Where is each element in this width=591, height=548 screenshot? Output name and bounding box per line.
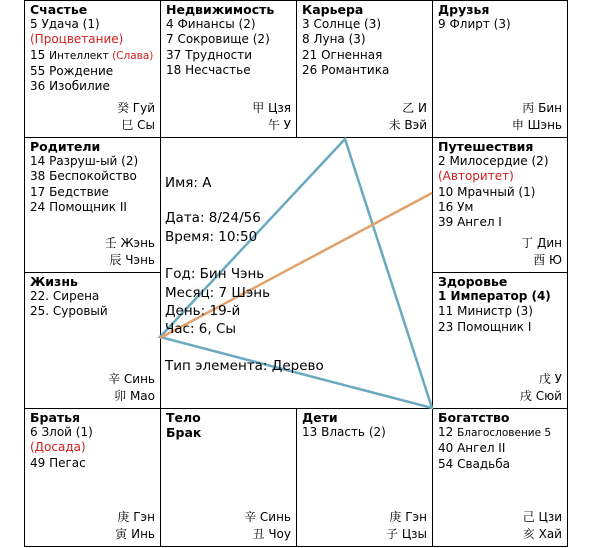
palace-title: Тело: [166, 410, 201, 425]
star-text: 39 Ангел I: [438, 215, 502, 230]
palace-stems: [108, 371, 155, 405]
palace-kariera: [297, 1, 432, 137]
palace-stars: [30, 154, 138, 215]
palace-puteshestviya: [433, 138, 567, 272]
palace-title: Недвижимость: [166, 2, 275, 17]
stem-label: 庚 Гэн: [389, 510, 427, 524]
star-text: 15: [30, 47, 50, 62]
star-text: 18 Несчастье: [166, 62, 251, 77]
stem-label: 辛 Синь: [244, 510, 291, 524]
palace-stems: [115, 509, 155, 543]
stem-label: 乙 И: [402, 101, 427, 115]
star-text: 5 Удача (1): [30, 17, 100, 31]
palace-telo: [161, 409, 296, 546]
star-line: [30, 64, 153, 79]
star-line: [30, 456, 93, 471]
star-text: 26 Романтика: [302, 62, 390, 77]
stem-label: 申 Шэнь: [511, 118, 562, 132]
stem-label: 亥 Хай: [522, 527, 562, 541]
palace-zhizn: [25, 273, 160, 408]
stem-label: 戌 Сюй: [519, 389, 562, 403]
star-text: 12: [438, 425, 458, 439]
palace-stems: [512, 100, 562, 134]
star-line: [438, 169, 549, 184]
palace-bogatstvo: [433, 409, 567, 546]
star-line: [438, 185, 549, 200]
star-text: 9 Флирт (3): [438, 17, 511, 31]
star-text: Интеллект: [49, 49, 109, 62]
star-line: [30, 169, 138, 184]
star-text: 4 Финансы (2): [166, 17, 256, 31]
palace-stars: [438, 289, 551, 335]
stem-label: 丁 Дин: [521, 236, 562, 250]
stem-label: 酉 Ю: [533, 253, 562, 267]
star-text: 23 Помощник I: [438, 319, 532, 334]
palace-bratya: [25, 409, 160, 546]
palace-stems: [521, 235, 562, 269]
star-line: [30, 185, 138, 200]
star-line: [438, 17, 511, 32]
palace-stems: [386, 509, 427, 543]
star-line: [438, 425, 551, 441]
palace-title: Карьера: [302, 2, 364, 17]
palace-stars: [30, 17, 153, 94]
star-text: 6 Злой (1): [30, 425, 93, 439]
star-text: 24 Помощник II: [30, 199, 127, 214]
palace-stems: [389, 100, 427, 134]
stem-label: 巳 Сы: [121, 118, 155, 132]
palace-title: Братья: [30, 410, 81, 425]
star-line: [438, 200, 549, 215]
center-element: Тип элемента: Дерево: [165, 358, 324, 374]
star-line: [30, 425, 93, 440]
star-text: 25. Суровый: [30, 304, 108, 319]
star-text: 36 Изобилие: [30, 79, 110, 94]
star-text: 10 Мрачный (1): [438, 184, 536, 199]
star-line: [30, 289, 108, 304]
palace-stars: [30, 289, 108, 320]
palace-stars: [438, 425, 551, 472]
stem-label: 丙 Бин: [522, 101, 562, 115]
star-line: [166, 32, 270, 47]
star-text: (Авторитет): [438, 169, 514, 184]
palace-title: Счастье: [30, 2, 88, 17]
palace-title: Жизнь: [30, 274, 78, 289]
stem-label: 寅 Инь: [115, 527, 155, 541]
star-text: 54 Свадьба: [438, 456, 511, 471]
palace-stars: [302, 17, 389, 78]
star-line: [30, 17, 153, 32]
star-line: [438, 304, 551, 319]
palace-schastie: [25, 1, 160, 137]
palace-stems: [244, 509, 291, 543]
stem-label: 子 Цзы: [386, 527, 427, 541]
star-line: [438, 289, 551, 304]
stem-label: 午 У: [267, 118, 291, 132]
star-text: Благословение 5: [457, 427, 552, 439]
stem-label: 辰 Чэнь: [109, 253, 155, 267]
star-text: (Слава): [108, 49, 154, 62]
star-line: [438, 215, 549, 230]
stem-label: 甲 Цзя: [252, 101, 291, 115]
stem-label: 辛 Синь: [108, 372, 155, 386]
star-text: 3 Солнце (3): [302, 17, 382, 31]
star-text: 11 Министр (3): [438, 304, 533, 319]
star-text: (Досада): [30, 440, 86, 455]
stem-label: 戊 У: [538, 372, 562, 386]
star-text: 21 Огненная: [302, 47, 383, 62]
palace-druzya: [433, 1, 567, 137]
palace-stars: [438, 17, 511, 32]
palace-stems: [523, 509, 562, 543]
star-line: [30, 154, 138, 169]
star-text: 38 Беспокойство: [30, 169, 137, 184]
stem-label: 丑 Чоу: [252, 527, 291, 541]
palace-stars: [30, 425, 93, 471]
star-line: [166, 17, 270, 32]
star-line: [438, 154, 549, 169]
star-text: 1 Император (4): [438, 289, 551, 303]
star-line: [166, 63, 270, 78]
palace-nedvizhimost: [161, 1, 296, 137]
palace-zdorovie: [433, 273, 567, 408]
center-date: Дата: 8/24/56: [165, 210, 261, 226]
star-line: [438, 320, 551, 335]
palace-stars: [302, 425, 386, 440]
palace-stems: [105, 235, 155, 269]
palace-stars: [166, 17, 270, 78]
star-text: 13 Власть (2): [302, 425, 386, 439]
star-line: [30, 304, 108, 319]
palace-stems: [252, 100, 291, 134]
stem-label: 庚 Гэн: [117, 510, 155, 524]
star-line: [438, 441, 551, 456]
star-text: 16 Ум: [438, 199, 474, 214]
star-line: [302, 63, 389, 78]
star-text: (Процветание): [30, 32, 124, 47]
star-line: [30, 440, 93, 455]
star-line: [302, 48, 389, 63]
center-day: День: 19-й: [165, 303, 241, 319]
center-month: Месяц: 7 Шэнь: [165, 285, 271, 301]
star-text: 2 Милосердие (2): [438, 154, 549, 168]
center-name: Имя: А: [165, 175, 212, 191]
stem-label: 癸 Гуй: [116, 101, 155, 115]
star-line: [302, 425, 386, 440]
star-text: 49 Пегас: [30, 455, 86, 470]
palace-title: Дети: [302, 410, 338, 425]
palace-title: Друзья: [438, 2, 490, 17]
star-text: 22. Сирена: [30, 289, 100, 303]
stem-label: 壬 Жэнь: [104, 236, 155, 250]
star-line: [302, 17, 389, 32]
center-hour: Час: 6, Сы: [165, 321, 237, 337]
palace-title-secondary: Брак: [166, 425, 202, 440]
stem-label: 未 Вэй: [388, 118, 427, 132]
star-text: 55 Рождение: [30, 63, 114, 78]
star-text: 8 Луна (3): [302, 32, 366, 47]
star-text: 7 Сокровище (2): [166, 32, 270, 47]
star-line: [30, 79, 153, 94]
star-text: 37 Трудности: [166, 47, 253, 62]
palace-deti: [297, 409, 432, 546]
palace-stars: [438, 154, 549, 230]
palace-roditeli: [25, 138, 160, 272]
palace-title: Путешествия: [438, 139, 534, 154]
center-year: Год: Бин Чэнь: [165, 266, 265, 282]
palace-title: Родители: [30, 139, 101, 154]
star-text: 14 Разруш-ый (2): [30, 154, 139, 168]
palace-title: Здоровье: [438, 274, 508, 289]
star-line: [438, 457, 551, 472]
palace-title: Богатство: [438, 410, 510, 425]
palace-stems: [117, 100, 155, 134]
stem-label: 卯 Мао: [114, 389, 155, 403]
star-line: [30, 48, 153, 64]
star-text: 17 Бедствие: [30, 184, 109, 199]
star-line: [302, 32, 389, 47]
center-time: Время: 10:50: [165, 229, 258, 245]
star-text: 40 Ангел II: [438, 441, 506, 456]
star-line: [30, 200, 138, 215]
palace-stems: [520, 371, 562, 405]
stem-label: 己 Цзи: [522, 510, 562, 524]
star-line: [30, 32, 153, 47]
star-line: [166, 48, 270, 63]
